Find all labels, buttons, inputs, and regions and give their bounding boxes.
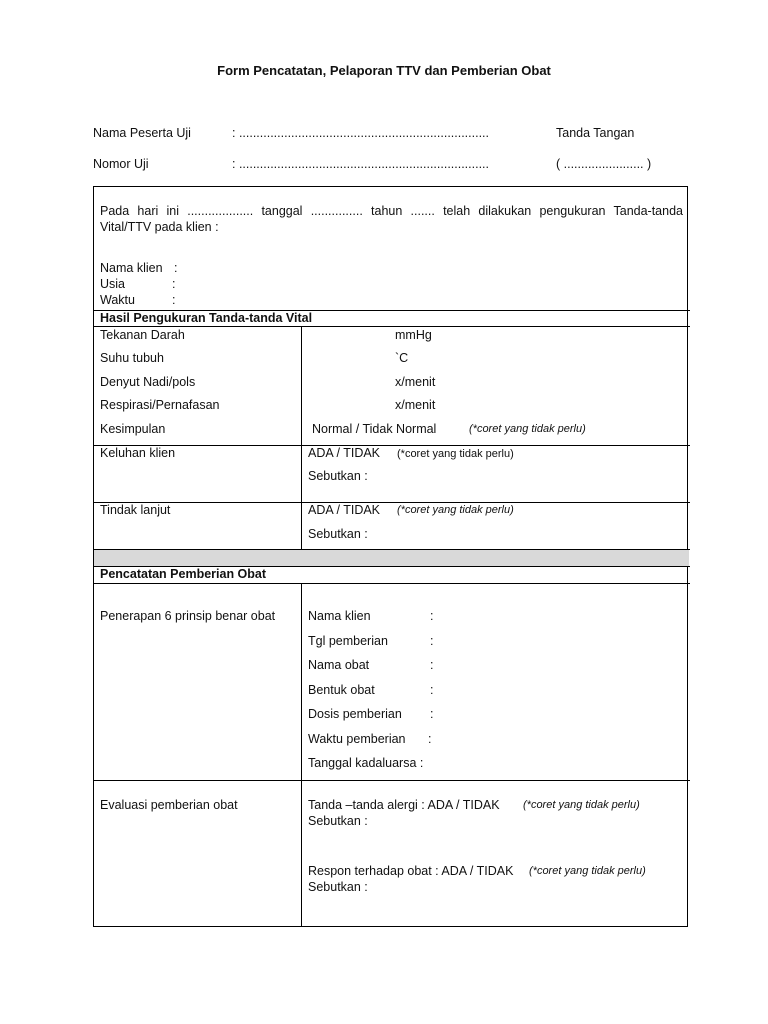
nama-klien-label: Nama klien [100,261,163,275]
separator-row [94,550,689,566]
nadi-unit: x/menit [395,375,436,389]
tindak-lanjut-sebutkan[interactable]: Sebutkan : [308,527,368,541]
tanda-tangan-label: Tanda Tangan [556,126,635,140]
respirasi-label: Respirasi/Pernafasan [100,398,220,412]
vital-section-heading: Hasil Pengukuran Tanda-tanda Vital [100,311,313,325]
waktu-label: Waktu [100,293,135,307]
column-divider [301,326,302,550]
obat-item: Bentuk obat [308,683,375,697]
obat-section-heading: Pencatatan Pemberian Obat [100,567,267,581]
intro-line-1: Pada hari ini ................... tanggal ............... tahun ....... telah dilakukan pengukuran Tanda-tanda [100,204,683,218]
keluhan-options[interactable]: ADA / TIDAK [308,446,381,460]
nomor-uji-label: Nomor Uji [93,157,149,171]
colon: : [174,261,178,275]
tekanan-darah-unit: mmHg [395,328,432,342]
alergi-sebutkan[interactable]: Sebutkan : [308,814,368,828]
colon: : [430,707,434,721]
suhu-label: Suhu tubuh [100,351,164,365]
kesimpulan-label: Kesimpulan [100,422,166,436]
rule [93,583,690,584]
obat-item: Waktu pemberian [308,732,406,746]
form-title: Form Pencatatan, Pelaporan TTV dan Pemberian Obat [217,63,551,78]
colon: : [430,658,434,672]
strike-note: (*coret yang tidak perlu) [469,423,586,435]
respirasi-unit: x/menit [395,398,436,412]
strike-note: (*coret yang tidak perlu) [523,799,640,811]
rule [93,549,690,550]
evaluasi-label: Evaluasi pemberian obat [100,798,238,812]
obat-item: Dosis pemberian [308,707,402,721]
rule [93,780,690,781]
nadi-label: Denyut Nadi/pols [100,375,196,389]
respon-sebutkan[interactable]: Sebutkan : [308,880,368,894]
strike-note: (*coret yang tidak perlu) [529,865,646,877]
colon: : [430,609,434,623]
rule [93,326,690,327]
keluhan-sebutkan[interactable]: Sebutkan : [308,469,368,483]
kesimpulan-options[interactable]: Normal / Tidak Normal [312,422,437,436]
column-divider [301,583,302,927]
colon: : [428,732,432,746]
colon: : [430,634,434,648]
nama-peserta-field[interactable]: : ........................................................................ [232,126,489,140]
alergi-options[interactable]: Tanda –tanda alergi : ADA / TIDAK [308,798,500,812]
usia-label: Usia [100,277,126,291]
respon-options[interactable]: Respon terhadap obat : ADA / TIDAK [308,864,514,878]
prinsip-label: Penerapan 6 prinsip benar obat [100,609,276,623]
strike-note: (*coret yang tidak perlu) [397,504,514,516]
tekanan-darah-label: Tekanan Darah [100,328,185,342]
obat-item: Nama obat [308,658,370,672]
suhu-unit: `C [395,351,409,365]
rule [93,445,690,446]
colon: : [430,683,434,697]
strike-note: (*coret yang tidak perlu) [397,448,514,460]
colon: : [172,293,176,307]
obat-item: Tanggal kadaluarsa : [308,756,424,770]
nomor-uji-field[interactable]: : ........................................................................ [232,157,489,171]
obat-item: Tgl pemberian [308,634,388,648]
colon: : [172,277,176,291]
keluhan-label: Keluhan klien [100,446,176,460]
tindak-lanjut-options[interactable]: ADA / TIDAK [308,503,381,517]
tanda-tangan-field[interactable]: ( ....................... ) [556,157,652,171]
obat-item: Nama klien [308,609,371,623]
tindak-lanjut-label: Tindak lanjut [100,503,171,517]
nama-peserta-label: Nama Peserta Uji [93,126,191,140]
rule [93,502,690,503]
intro-line-2: Vital/TTV pada klien : [100,220,219,234]
